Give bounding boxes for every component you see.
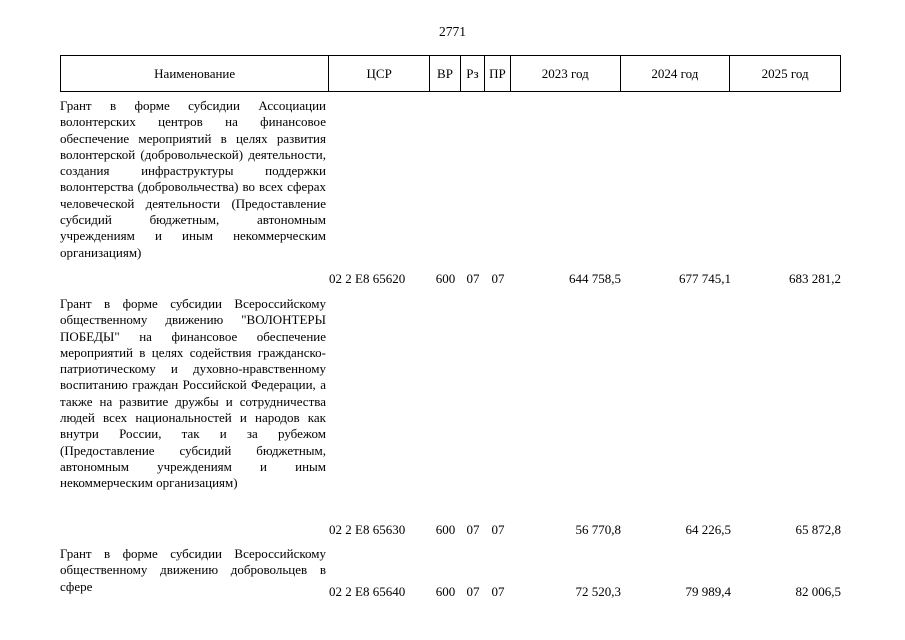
row-csr: 02 2 Е8 65620 — [329, 270, 406, 286]
row-values — [329, 271, 841, 287]
table-row — [60, 98, 841, 287]
row-vr: 600 — [435, 270, 456, 286]
column-header-rz: Рз — [461, 56, 485, 91]
column-header-name: Наименование — [61, 56, 329, 91]
row-pr: 07 — [491, 270, 505, 286]
row-name: Грант в форме субсидии Всероссийскому общественному движению "ВОЛОНТЕРЫ ПОБЕДЫ" на финансовое обеспечение мероприятий в целях содействия гражданско-патриотическому и духовно-нравственному воспитанию граждан Российской Федерации, а также на развитие дружбы и сотрудничества людей всех национальностей и народов как внутри России, так и за рубежом (Предоставление субсидий бюджетным, автономным учреждениям и иным некоммерческим организациям) — [60, 296, 326, 491]
table-header — [60, 55, 841, 92]
row-values — [329, 584, 841, 600]
row-2023: 644 758,5 — [569, 270, 621, 286]
table-row — [60, 546, 841, 600]
row-2023: 56 770,8 — [575, 521, 621, 537]
row-pr: 07 — [491, 521, 505, 537]
row-name: Грант в форме субсидии Ассоциации волонтерских центров на финансовое обеспечение мероприятий в целях развития волонтерской (добровольческой) деятельности, создания инфраструктуры поддержки волонтерства (добровольчества) во всех сферах человеческой деятельности (Предоставление субсидий бюджетным, автономным учреждениям и иным некоммерческим организациям) — [60, 98, 326, 260]
table-row — [60, 296, 841, 538]
row-2025: 683 281,2 — [789, 270, 841, 286]
column-header-2024: 2024 год — [621, 56, 731, 91]
column-header-2025: 2025 год — [761, 65, 809, 81]
row-values — [329, 522, 841, 538]
row-rz: 07 — [466, 583, 480, 599]
row-csr: 02 2 Е8 65640 — [329, 583, 406, 599]
row-rz: 07 — [466, 521, 480, 537]
row-2024: 677 745,1 — [679, 270, 731, 286]
column-header-pr: ПР — [485, 56, 511, 91]
row-pr: 07 — [491, 583, 505, 599]
row-2025: 82 006,5 — [795, 583, 841, 599]
column-header-2023: 2023 год — [511, 56, 621, 91]
column-header-csr: ЦСР — [329, 56, 430, 91]
row-vr: 600 — [435, 521, 456, 537]
page-number: 2771 — [439, 24, 466, 39]
row-rz: 07 — [466, 270, 480, 286]
column-header-vr: ВР — [430, 56, 461, 91]
row-2024: 79 989,4 — [685, 583, 731, 599]
row-2025: 65 872,8 — [795, 521, 841, 537]
row-2024: 64 226,5 — [685, 521, 731, 537]
row-vr: 600 — [435, 583, 456, 599]
row-2023: 72 520,3 — [575, 583, 621, 599]
row-csr: 02 2 Е8 65630 — [329, 521, 406, 537]
row-name: Грант в форме субсидии Всероссийскому общественному движению добровольцев в сфере — [60, 546, 326, 594]
